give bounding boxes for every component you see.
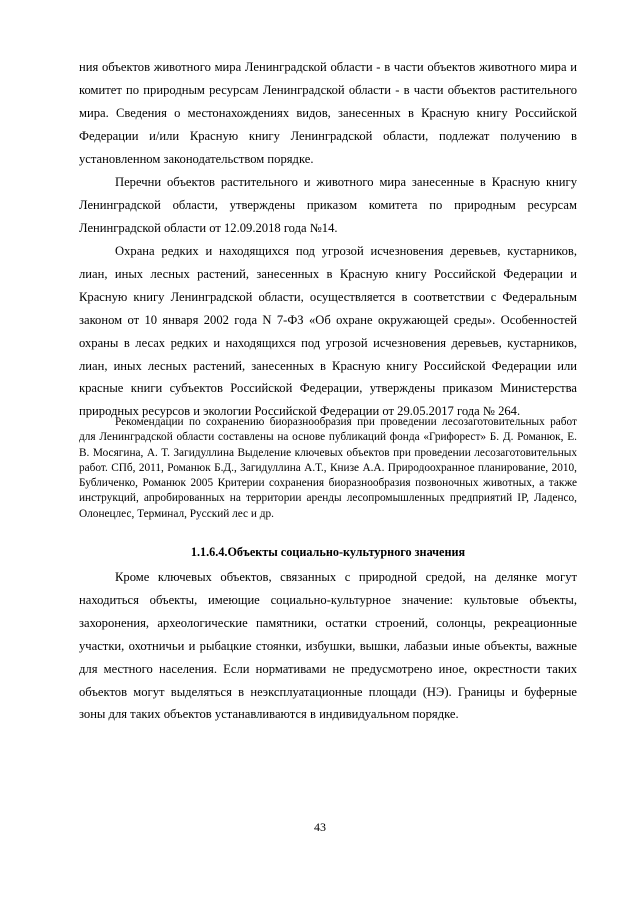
paragraph-social-cultural: Кроме ключевых объектов, связанных с природной средой, на делянке могут находиться объекты, имеющие социально-культурное значение: культовые объекты, захоронения, археологические памятники, остатки строений, солонцы, рекреационные участки, охотничьи и рыбацкие стоянки, избушки, вышки, лабазыи иные объекты, важные для местного населения. Если нормативами не предусмотрено иное, окрестности таких объектов могут выделяться в неэксплуатационные площади (НЭ). Границы и буферные зоны для таких объектов устанавливаются в индивидуальном порядке.: [79, 570, 577, 722]
paragraph-red-book-info: ния объектов животного мира Ленинградской области - в части объектов животного мира и комитет по природным ресурсам Ленинградской области - в части объектов растительного мира. Сведения о местонахождениях видов, занесенных в Красную книгу Российской Федерации и/или Красную книгу Ленинградской области, подлежат получению в установленном законодательством порядке.: [79, 60, 577, 166]
paragraph-protection: Охрана редких и находящихся под угрозой исчезновения деревьев, кустарников, лиан, иных лесных растений, занесенных в Красную книгу Российской Федерации и Красную книгу Ленинградской области, осуществляется в соответствии с Федеральным законом от 10 января 2002 года N 7-ФЗ «Об охране окружающей среды». Особенностей охраны в лесах редких и находящихся под угрозой исчезновения деревьев, кустарников, лиан, иных лесных растений, занесенных в Красную книгу Российской Федерации или красные книги субъектов Российской Федерации, утверждены приказом Министерства природных ресурсов и экологии Российской Федерации от 29.05.2017 года № 264.: [79, 244, 577, 419]
page-number: 43: [314, 820, 326, 834]
section-heading: 1.1.6.4.Объекты социально-культурного значения: [190, 545, 466, 559]
paragraph-red-book-lists: Перечни объектов растительного и животного мира занесенные в Красную книгу Ленинградской области, утверждены приказом комитета по природным ресурсам Ленинградской области от 12.09.2018 года №14.: [79, 175, 577, 235]
paragraph-recommendations: Рекомендации по сохранению биоразнообразия при проведении лесозаготовительных работ для Ленинградской области составлены на основе публикаций фонда «Грифорест» Б. Д. Романюк, Е. В. Мосягина, А. Т. Загидуллина Выделение ключевых объектов при проведении лесозаготовительных работ. СПб, 2011, Романюк Б.Д., Загидуллина А.Т., Книзе А.А. Природоохранное планирование, 2010, Бубличенко, Романюк 2005 Критерии сохранения биоразнообразия позвоночных животных, а также инструкций, апробированных на территории аренды лесопромышленных предприятий IP, Ладенсо, Олонецлес, Терминал, Русский лес и др.: [79, 416, 577, 520]
